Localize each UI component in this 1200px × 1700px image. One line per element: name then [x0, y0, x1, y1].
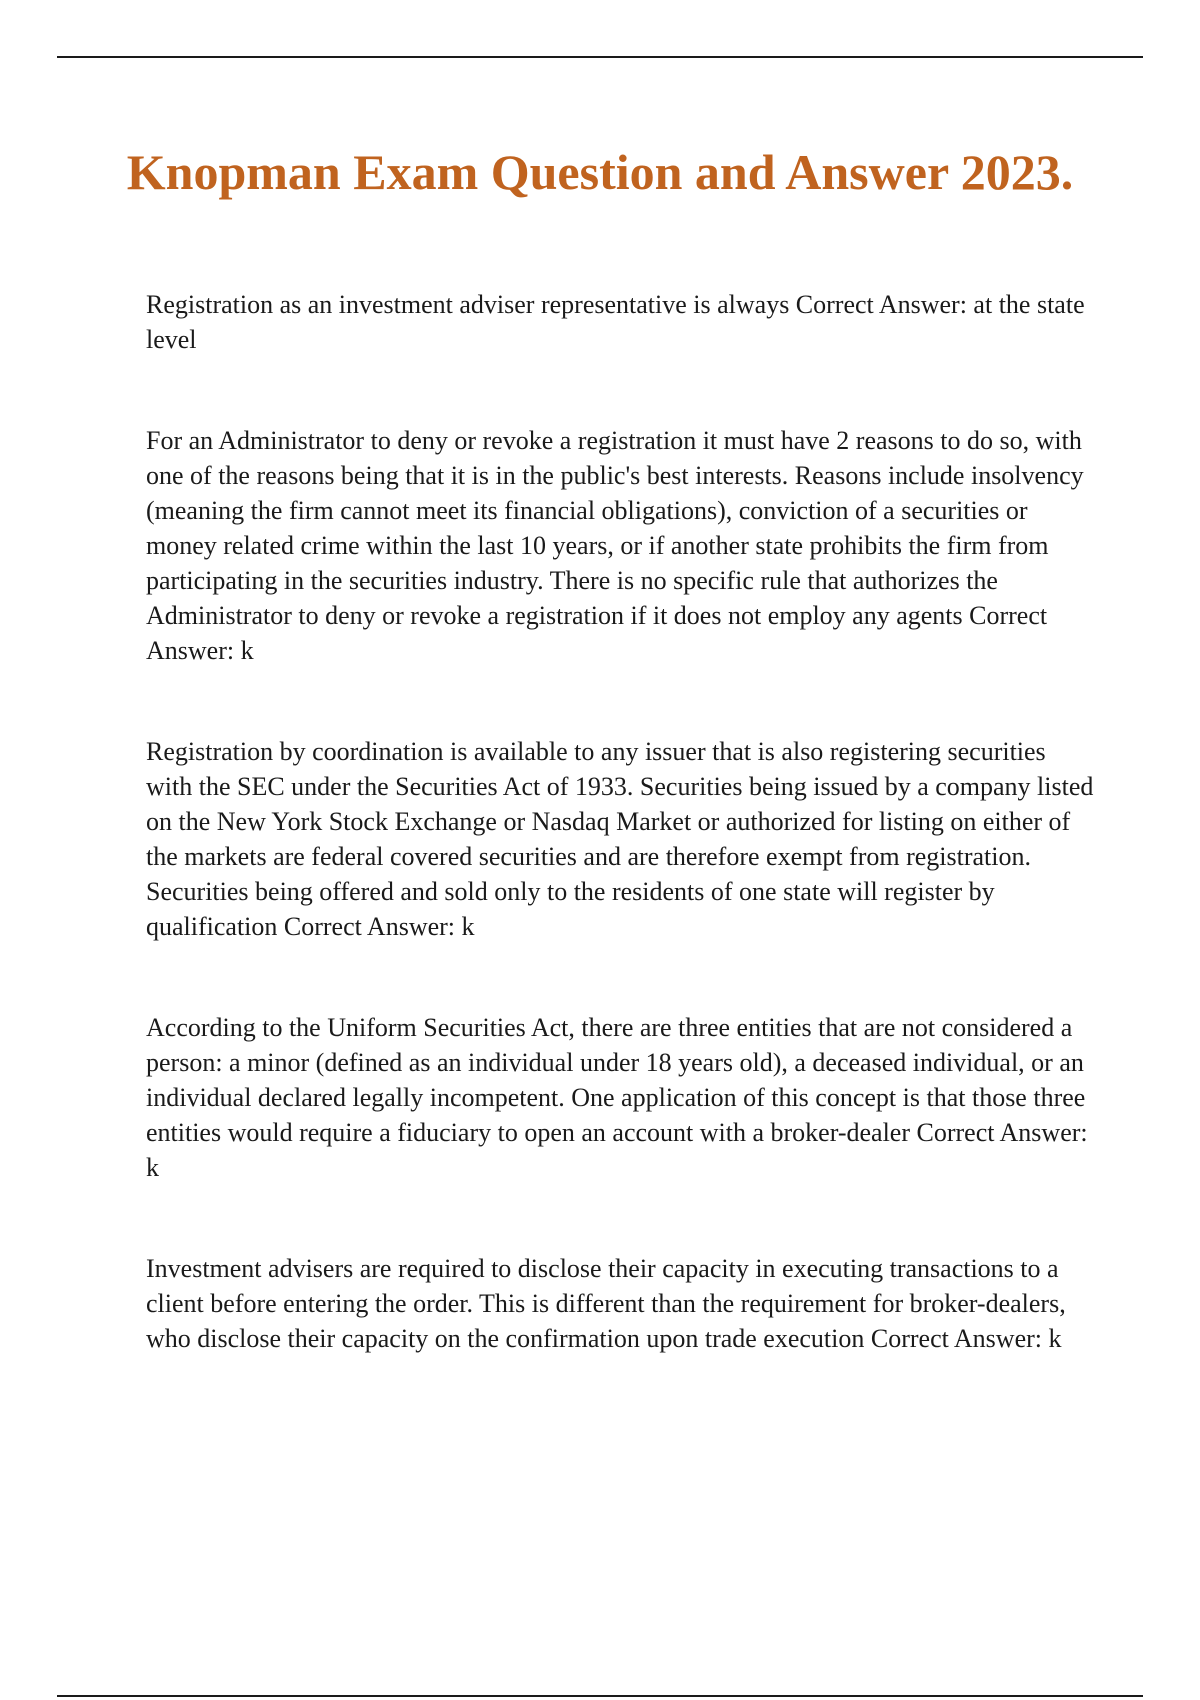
- qa-item-1: Registration as an investment adviser representative is always Correct Answer: at the state level: [146, 290, 1085, 354]
- qa-item-3: Registration by coordination is available to any issuer that is also registering securities with the SEC under the Securities Act of 1933. Securities being issued by a company listed on the New York Stock Exchange or Nasdaq Market or authorized for listing on either of the markets are federal covered securities and are therefore exempt from registration. Securities being offered and sold only to the residents of one state will register by qualification Correct Answer: k: [146, 737, 1094, 941]
- qa-list: [146, 287, 1096, 1422]
- qa-item-2: For an Administrator to deny or revoke a registration it must have 2 reasons to do so, with one of the reasons being that it is in the public's best interests. Reasons include insolvency (meaning the firm cannot meet its financial obligations), conviction of a securities or money related crime within the last 10 years, or if another state prohibits the firm from participating in the securities industry. There is no specific rule that authorizes the Administrator to deny or revoke a registration if it does not employ any agents Correct Answer: k: [146, 426, 1084, 665]
- document-title: Knopman Exam Question and Answer 2023.: [126, 144, 1074, 200]
- qa-item-4: According to the Uniform Securities Act, there are three entities that are not considered a person: a minor (defined as an individual under 18 years old), a deceased individual, or an individual declared legally incompetent. One application of this concept is that those three entities would require a fiduciary to open an account with a broker-dealer Correct Answer: k: [146, 1013, 1088, 1182]
- qa-item-5: Investment advisers are required to disclose their capacity in executing transactions to a client before entering the order. This is different than the requirement for broker-dealers, who disclose their capacity on the confirmation upon trade execution Correct Answer: k: [146, 1254, 1066, 1353]
- top-rule: [57, 56, 1143, 58]
- bottom-rule: [57, 1695, 1143, 1697]
